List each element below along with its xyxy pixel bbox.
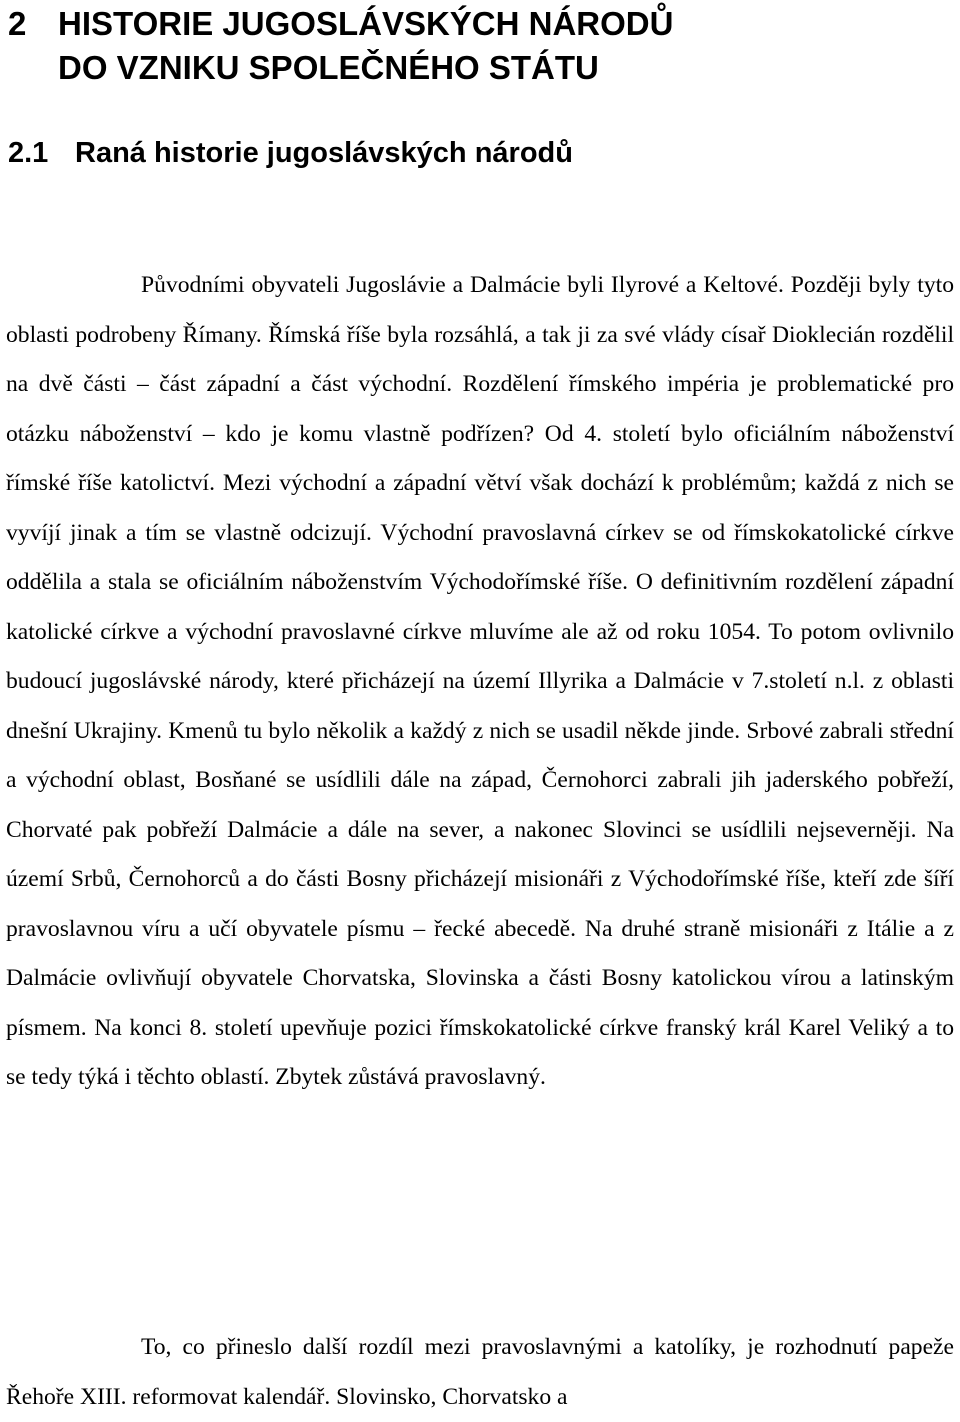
section-number: 2.1 — [8, 137, 49, 169]
chapter-title-line-2: DO VZNIKU SPOLEČNÉHO STÁTU — [58, 49, 599, 86]
chapter-heading — [8, 2, 948, 90]
chapter-title-line-1: HISTORIE JUGOSLÁVSKÝCH NÁRODŮ — [58, 5, 674, 42]
chapter-number: 2 — [8, 5, 27, 42]
section-heading — [8, 131, 948, 175]
section-title: Raná historie jugoslávských národů — [75, 137, 573, 169]
body-paragraph: To, co přineslo další rozdíl mezi pravoslavnými a katolíky, je rozhodnutí papeže Řehoře XIII. reformovat kalendář. Slovinsko, Chorvatsko a — [6, 1334, 954, 1410]
body-paragraph: Původními obyvateli Jugoslávie a Dalmácie byli Ilyrové a Keltové. Později byly tyto oblasti podrobeny Římany. Římská říše byla rozsáhlá, a tak ji za své vlády císař Dioklecián rozdělil na dvě části – část západní a část východní. Rozdělení římského impéria je problematické pro otázku náboženství – kdo je komu vlastně podřízen? Od 4. století bylo oficiálním náboženství římské říše katolictví. Mezi východní a západní větví však dochází k problémům; každá z nich se vyvíjí jinak a tím se vlastně odcizují. Východní pravoslavná církev se od římskokatolické církve oddělila a stala se oficiálním náboženstvím Východořímské říše. O definitivním rozdělení západní katolické církve a východní pravoslavné církve mluvíme ale až od roku 1054. To potom ovlivnilo budoucí jugoslávské národy, které přicházejí na území Illyrika a Dalmácie v 7.století n.l. z oblasti dnešní Ukrajiny. Kmenů tu bylo několik a každý z nich se usadil někde jinde. Srbové zabrali střední a východní oblast, Bosňané se usídlili dále na západ, Černohorci zabrali jih jaderského pobřeží, Chorvaté pak pobřeží Dalmácie a dále na sever, a nakonec Slovinci se usídlili nejseverněji. Na území Srbů, Černohorců a do části Bosny přicházejí misionáři z Východořímské říše, kteří zde šíří pravoslavnou víru a učí obyvatele písmu – řecké abecedě. Na druhé straně misionáři z Itálie a z Dalmácie ovlivňují obyvatele Chorvatska, Slovinska a části Bosny katolickou vírou a latinským písmem. Na konci 8. století upevňuje pozici římskokatolické církve franský král Karel Veliký a to se tedy týká i těchto oblastí. Zbytek zůstává pravoslavný. — [6, 272, 954, 1090]
